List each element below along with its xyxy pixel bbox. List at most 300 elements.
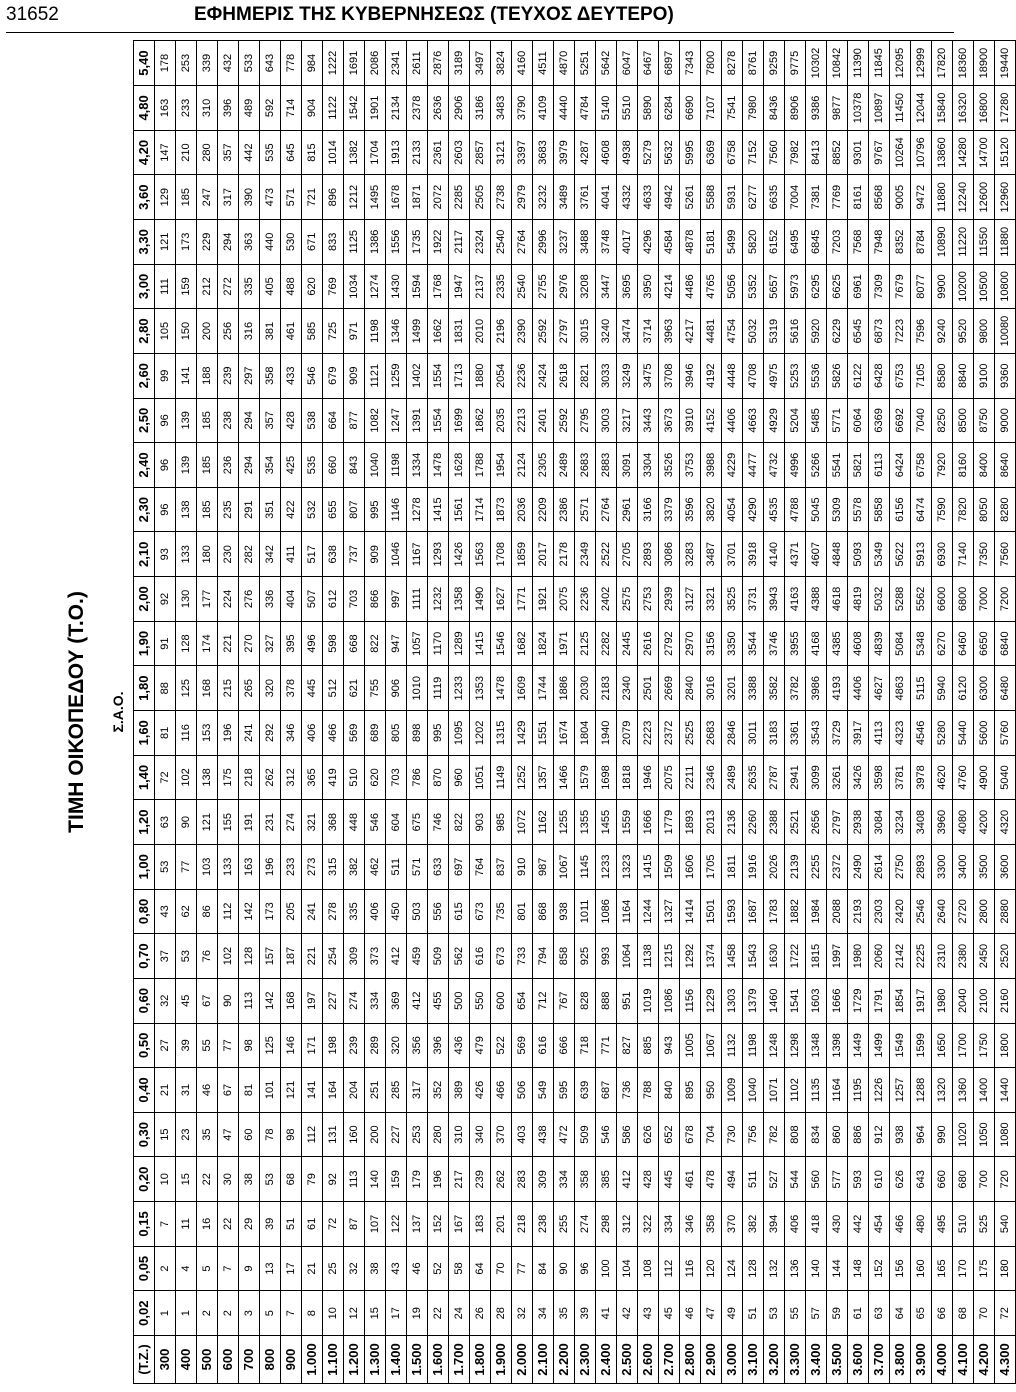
- table-cell: 171: [302, 1023, 323, 1068]
- table-cell: 455: [428, 978, 449, 1023]
- table-cell: 1391: [407, 398, 428, 443]
- table-cell: 1011: [575, 889, 596, 934]
- row-header-tz: 2.300: [575, 1336, 596, 1384]
- table-cell: 112: [218, 889, 239, 934]
- table-cell: 23: [176, 1112, 197, 1157]
- table-cell: 4214: [659, 264, 680, 309]
- table-cell: 1195: [848, 1068, 869, 1113]
- table-cell: 15: [176, 1157, 197, 1202]
- column-header: 0,80: [134, 889, 155, 934]
- table-cell: 668: [344, 621, 365, 666]
- row-header-tz: 3.100: [743, 1336, 764, 1384]
- table-cell: 1893: [680, 800, 701, 845]
- table-cell: 9877: [827, 86, 848, 131]
- table-cell: 544: [785, 1157, 806, 1202]
- table-row: [617, 41, 638, 1384]
- row-header-tz: 4.200: [974, 1336, 995, 1384]
- table-cell: 3: [239, 1291, 260, 1336]
- table-cell: 351: [260, 487, 281, 532]
- row-header-tz: 3.900: [911, 1336, 932, 1384]
- table-cell: 46: [197, 1068, 218, 1113]
- table-cell: 2755: [533, 264, 554, 309]
- table-cell: 909: [365, 532, 386, 577]
- table-cell: 6369: [701, 130, 722, 175]
- table-cell: 138: [197, 755, 218, 800]
- table-cell: 778: [281, 41, 302, 86]
- table-cell: 1499: [869, 1023, 890, 1068]
- table-cell: 67: [218, 1068, 239, 1113]
- table-cell: 466: [491, 1068, 512, 1113]
- table-cell: 87: [344, 1202, 365, 1247]
- table-cell: 4608: [848, 621, 869, 666]
- table-cell: 7560: [764, 130, 785, 175]
- table-cell: 2979: [512, 175, 533, 220]
- table-cell: 412: [617, 1157, 638, 1202]
- table-cell: 254: [323, 934, 344, 979]
- table-cell: 404: [281, 577, 302, 622]
- table-cell: 1255: [554, 800, 575, 845]
- table-cell: 2795: [575, 398, 596, 443]
- column-header: 3,00: [134, 264, 155, 309]
- table-cell: 1323: [617, 844, 638, 889]
- table-cell: 1415: [638, 844, 659, 889]
- table-cell: 5288: [890, 577, 911, 622]
- table-cell: 478: [701, 1157, 722, 1202]
- table-cell: 3695: [617, 264, 638, 309]
- table-cell: 5: [260, 1291, 281, 1336]
- table-cell: 22: [197, 1157, 218, 1202]
- table-cell: 112: [302, 1112, 323, 1157]
- table-cell: 577: [827, 1157, 848, 1202]
- table-cell: 1167: [407, 532, 428, 577]
- table-cell: 385: [596, 1157, 617, 1202]
- table-cell: 445: [659, 1157, 680, 1202]
- table-cell: 6300: [974, 666, 995, 711]
- column-header: 2,00: [134, 577, 155, 622]
- table-cell: 1824: [533, 621, 554, 666]
- table-cell: 64: [890, 1291, 911, 1336]
- table-cell: 1303: [722, 978, 743, 1023]
- table-cell: 395: [281, 621, 302, 666]
- table-cell: 3189: [449, 41, 470, 86]
- table-cell: 177: [197, 577, 218, 622]
- table-cell: 496: [302, 621, 323, 666]
- table-cell: 218: [239, 755, 260, 800]
- table-cell: 358: [260, 353, 281, 398]
- table-cell: 51: [281, 1202, 302, 1247]
- table-row: [869, 41, 890, 1384]
- table-cell: 3443: [638, 398, 659, 443]
- table-cell: 1722: [785, 934, 806, 979]
- table-cell: 5973: [785, 264, 806, 309]
- table-cell: 1478: [491, 666, 512, 711]
- column-header: 0,02: [134, 1291, 155, 1336]
- table-cell: 11220: [953, 219, 974, 264]
- table-cell: 1257: [890, 1068, 911, 1113]
- column-header: 0,05: [134, 1246, 155, 1291]
- table-cell: 2010: [470, 309, 491, 354]
- table-cell: 17820: [932, 41, 953, 86]
- table-cell: 32: [344, 1246, 365, 1291]
- table-cell: 7040: [911, 398, 932, 443]
- table-subtitle: Σ.Α.Ο.: [110, 691, 126, 733]
- table-cell: 14700: [974, 130, 995, 175]
- table-cell: 104: [617, 1246, 638, 1291]
- column-header: 0,40: [134, 1068, 155, 1113]
- column-header: 2,80: [134, 309, 155, 354]
- table-cell: 5622: [890, 532, 911, 577]
- table-cell: 3234: [890, 800, 911, 845]
- table-cell: 8250: [932, 398, 953, 443]
- table-cell: 1768: [428, 264, 449, 309]
- column-header: 1,20: [134, 800, 155, 845]
- row-header-tz: 2.500: [617, 1336, 638, 1384]
- table-cell: 138: [176, 487, 197, 532]
- table-cell: 4633: [638, 175, 659, 220]
- table-cell: 4481: [701, 309, 722, 354]
- table-cell: 2124: [512, 443, 533, 488]
- table-cell: 310: [449, 1112, 470, 1157]
- column-header: 2,40: [134, 443, 155, 488]
- table-cell: 3820: [701, 487, 722, 532]
- table-cell: 1278: [407, 487, 428, 532]
- table-row: [197, 41, 218, 1384]
- table-cell: 2390: [512, 309, 533, 354]
- table-cell: 507: [302, 577, 323, 622]
- table-cell: 868: [533, 889, 554, 934]
- table-cell: 6600: [932, 577, 953, 622]
- table-cell: 2614: [869, 844, 890, 889]
- table-cell: 5642: [596, 41, 617, 86]
- table-row: [722, 41, 743, 1384]
- table-cell: 1348: [806, 1023, 827, 1068]
- table-cell: 1402: [407, 353, 428, 398]
- column-header: 2,60: [134, 353, 155, 398]
- table-cell: 592: [260, 86, 281, 131]
- table-cell: 5657: [764, 264, 785, 309]
- table-cell: 29: [239, 1202, 260, 1247]
- table-cell: 159: [386, 1157, 407, 1202]
- table-cell: 1400: [974, 1068, 995, 1113]
- table-cell: 2540: [512, 264, 533, 309]
- table-cell: 4754: [722, 309, 743, 354]
- table-cell: 904: [302, 86, 323, 131]
- table-cell: 41: [596, 1291, 617, 1336]
- table-cell: 65: [911, 1291, 932, 1336]
- table-cell: 406: [365, 889, 386, 934]
- table-cell: 6545: [848, 309, 869, 354]
- table-cell: 9900: [932, 264, 953, 309]
- table-cell: 9100: [974, 353, 995, 398]
- table-cell: 8750: [974, 398, 995, 443]
- table-cell: 1705: [701, 844, 722, 889]
- table-cell: 4584: [659, 219, 680, 264]
- table-cell: 3543: [806, 711, 827, 756]
- table-cell: 586: [617, 1112, 638, 1157]
- table-cell: 6047: [617, 41, 638, 86]
- row-header-tz: 1.000: [302, 1336, 323, 1384]
- table-cell: 4511: [533, 41, 554, 86]
- table-cell: 633: [428, 844, 449, 889]
- table-cell: 139: [176, 443, 197, 488]
- table-cell: 6120: [953, 666, 974, 711]
- table-cell: 560: [806, 1157, 827, 1202]
- table-cell: 5485: [806, 398, 827, 443]
- table-cell: 3232: [533, 175, 554, 220]
- table-row: [974, 41, 995, 1384]
- row-header-tz: 4.300: [995, 1336, 1016, 1384]
- table-cell: 3240: [596, 309, 617, 354]
- table-cell: 90: [176, 800, 197, 845]
- table-cell: 652: [659, 1112, 680, 1157]
- row-header-tz: 2.600: [638, 1336, 659, 1384]
- table-cell: 1327: [659, 889, 680, 934]
- table-cell: 52: [428, 1246, 449, 1291]
- table-cell: 4320: [995, 800, 1016, 845]
- table-cell: 4192: [701, 353, 722, 398]
- table-cell: 4017: [617, 219, 638, 264]
- table-cell: 2160: [995, 978, 1016, 1023]
- table-cell: 183: [470, 1202, 491, 1247]
- table-cell: 411: [281, 532, 302, 577]
- table-cell: 2340: [617, 666, 638, 711]
- table-cell: 68: [953, 1291, 974, 1336]
- table-cell: 509: [575, 1112, 596, 1157]
- table-cell: 4054: [722, 487, 743, 532]
- table-cell: 6753: [890, 353, 911, 398]
- table-cell: 1415: [428, 487, 449, 532]
- table-cell: 1298: [785, 1023, 806, 1068]
- table-cell: 1034: [344, 264, 365, 309]
- table-cell: 2490: [848, 844, 869, 889]
- table-cell: 352: [428, 1068, 449, 1113]
- table-cell: 1594: [407, 264, 428, 309]
- table-cell: 1051: [470, 755, 491, 800]
- table-cell: 185: [197, 398, 218, 443]
- table-cell: 7152: [743, 130, 764, 175]
- table-cell: 512: [323, 666, 344, 711]
- table-cell: 593: [848, 1157, 869, 1202]
- table-cell: 3978: [911, 755, 932, 800]
- table-cell: 538: [302, 398, 323, 443]
- table-cell: 697: [449, 844, 470, 889]
- table-cell: 604: [386, 800, 407, 845]
- table-row: [785, 41, 806, 1384]
- table-cell: 1429: [512, 711, 533, 756]
- table-cell: 31: [176, 1068, 197, 1113]
- table-cell: 5771: [827, 398, 848, 443]
- table-cell: 3729: [827, 711, 848, 756]
- table-cell: 28: [491, 1291, 512, 1336]
- row-header-tz: 300: [155, 1336, 176, 1384]
- table-cell: 15120: [995, 130, 1016, 175]
- table-cell: 984: [302, 41, 323, 86]
- table-row: [365, 41, 386, 1384]
- table-cell: 22: [428, 1291, 449, 1336]
- table-cell: 5821: [848, 443, 869, 488]
- table-cell: 2846: [722, 711, 743, 756]
- table-row: [680, 41, 701, 1384]
- table-cell: 354: [260, 443, 281, 488]
- table-cell: 433: [281, 353, 302, 398]
- table-cell: 84: [533, 1246, 554, 1291]
- table-cell: 2961: [617, 487, 638, 532]
- table-cell: 205: [281, 889, 302, 934]
- table-cell: 317: [407, 1068, 428, 1113]
- table-cell: 1170: [428, 621, 449, 666]
- table-cell: 1334: [407, 443, 428, 488]
- row-header-tz: 3.500: [827, 1336, 848, 1384]
- table-cell: 2501: [638, 666, 659, 711]
- table-cell: 506: [512, 1068, 533, 1113]
- table-cell: 2305: [533, 443, 554, 488]
- table-cell: 335: [239, 264, 260, 309]
- table-cell: 152: [428, 1202, 449, 1247]
- table-cell: 1355: [575, 800, 596, 845]
- table-cell: 788: [638, 1068, 659, 1113]
- table-cell: 3708: [659, 353, 680, 398]
- table-cell: 1244: [638, 889, 659, 934]
- table-cell: 381: [260, 309, 281, 354]
- table-cell: 3208: [575, 264, 596, 309]
- table-cell: 494: [722, 1157, 743, 1202]
- table-cell: 12: [344, 1291, 365, 1336]
- table-cell: 1067: [554, 844, 575, 889]
- row-header-tz: 3.700: [869, 1336, 890, 1384]
- table-cell: 671: [302, 219, 323, 264]
- table-cell: 6650: [974, 621, 995, 666]
- table-cell: 5204: [785, 398, 806, 443]
- table-cell: 129: [155, 175, 176, 220]
- table-cell: 1198: [743, 1023, 764, 1068]
- table-cell: 1917: [911, 978, 932, 1023]
- table-cell: 274: [575, 1202, 596, 1247]
- table-cell: 643: [911, 1157, 932, 1202]
- table-cell: 12044: [911, 86, 932, 131]
- column-header: 4,80: [134, 86, 155, 131]
- table-cell: 1040: [743, 1068, 764, 1113]
- table-cell: 6122: [848, 353, 869, 398]
- table-cell: 229: [197, 219, 218, 264]
- table-cell: 247: [197, 175, 218, 220]
- table-cell: 1627: [491, 577, 512, 622]
- table-cell: 357: [260, 398, 281, 443]
- table-cell: 620: [365, 755, 386, 800]
- table-cell: 6064: [848, 398, 869, 443]
- table-cell: 125: [176, 666, 197, 711]
- table-cell: 549: [533, 1068, 554, 1113]
- table-cell: 10080: [995, 309, 1016, 354]
- table-cell: 4878: [680, 219, 701, 264]
- table-cell: 1579: [575, 755, 596, 800]
- rotated-table-frame: [48, 40, 1012, 1392]
- table-cell: 3379: [659, 487, 680, 532]
- table-cell: 43: [155, 889, 176, 934]
- table-cell: 321: [302, 800, 323, 845]
- table-cell: 5181: [701, 219, 722, 264]
- table-cell: 1971: [554, 621, 575, 666]
- table-cell: 11880: [932, 175, 953, 220]
- column-header: 1,90: [134, 621, 155, 666]
- table-cell: 2378: [407, 86, 428, 131]
- table-cell: 77: [176, 844, 197, 889]
- table-cell: 370: [722, 1202, 743, 1247]
- column-header: 0,30: [134, 1112, 155, 1157]
- table-cell: 197: [302, 978, 323, 1023]
- table-cell: 170: [953, 1246, 974, 1291]
- table-cell: 79: [302, 1157, 323, 1202]
- table-cell: 808: [785, 1112, 806, 1157]
- table-row: [533, 41, 554, 1384]
- table-cell: 15: [155, 1112, 176, 1157]
- table-cell: 1791: [869, 978, 890, 1023]
- table-cell: 3960: [932, 800, 953, 845]
- table-cell: 1198: [386, 443, 407, 488]
- table-cell: 173: [176, 219, 197, 264]
- table-cell: 2505: [470, 175, 491, 220]
- table-cell: 5084: [890, 621, 911, 666]
- table-cell: 3943: [764, 577, 785, 622]
- table-cell: 621: [344, 666, 365, 711]
- table-cell: 8761: [743, 41, 764, 86]
- table-cell: 3748: [596, 219, 617, 264]
- table-cell: 5931: [722, 175, 743, 220]
- table-row: [407, 41, 428, 1384]
- table-cell: 4448: [722, 353, 743, 398]
- row-header-tz: 2.700: [659, 1336, 680, 1384]
- table-cell: 801: [512, 889, 533, 934]
- table-cell: 2636: [428, 86, 449, 131]
- table-cell: 4168: [806, 621, 827, 666]
- table-cell: 866: [365, 577, 386, 622]
- table-cell: 895: [680, 1068, 701, 1113]
- table-cell: 2303: [869, 889, 890, 934]
- table-cell: 725: [323, 309, 344, 354]
- table-cell: 720: [995, 1157, 1016, 1202]
- table-cell: 187: [281, 934, 302, 979]
- table-cell: 1593: [722, 889, 743, 934]
- table-cell: 6113: [869, 443, 890, 488]
- table-cell: 3500: [974, 844, 995, 889]
- table-cell: 72: [323, 1202, 344, 1247]
- table-cell: 108: [638, 1246, 659, 1291]
- table-cell: 673: [470, 889, 491, 934]
- table-cell: 3483: [491, 86, 512, 131]
- table-cell: 3249: [617, 353, 638, 398]
- table-cell: 1509: [659, 844, 680, 889]
- table-cell: 2013: [701, 800, 722, 845]
- table-cell: 10500: [974, 264, 995, 309]
- table-cell: 822: [449, 800, 470, 845]
- table-cell: 7541: [722, 86, 743, 131]
- table-cell: 2764: [596, 487, 617, 532]
- table-cell: 55: [197, 1023, 218, 1068]
- table-cell: 535: [260, 130, 281, 175]
- table-cell: 5632: [659, 130, 680, 175]
- table-cell: 139: [176, 398, 197, 443]
- table-cell: 2420: [890, 889, 911, 934]
- table-cell: 5040: [995, 755, 1016, 800]
- table-cell: 1202: [470, 711, 491, 756]
- table-cell: 598: [323, 621, 344, 666]
- table-cell: 2213: [512, 398, 533, 443]
- table-cell: 1: [176, 1291, 197, 1336]
- table-cell: 459: [407, 934, 428, 979]
- table-cell: 5858: [869, 487, 890, 532]
- table-cell: 77: [512, 1246, 533, 1291]
- table-cell: 1440: [995, 1068, 1016, 1113]
- table-cell: 164: [323, 1068, 344, 1113]
